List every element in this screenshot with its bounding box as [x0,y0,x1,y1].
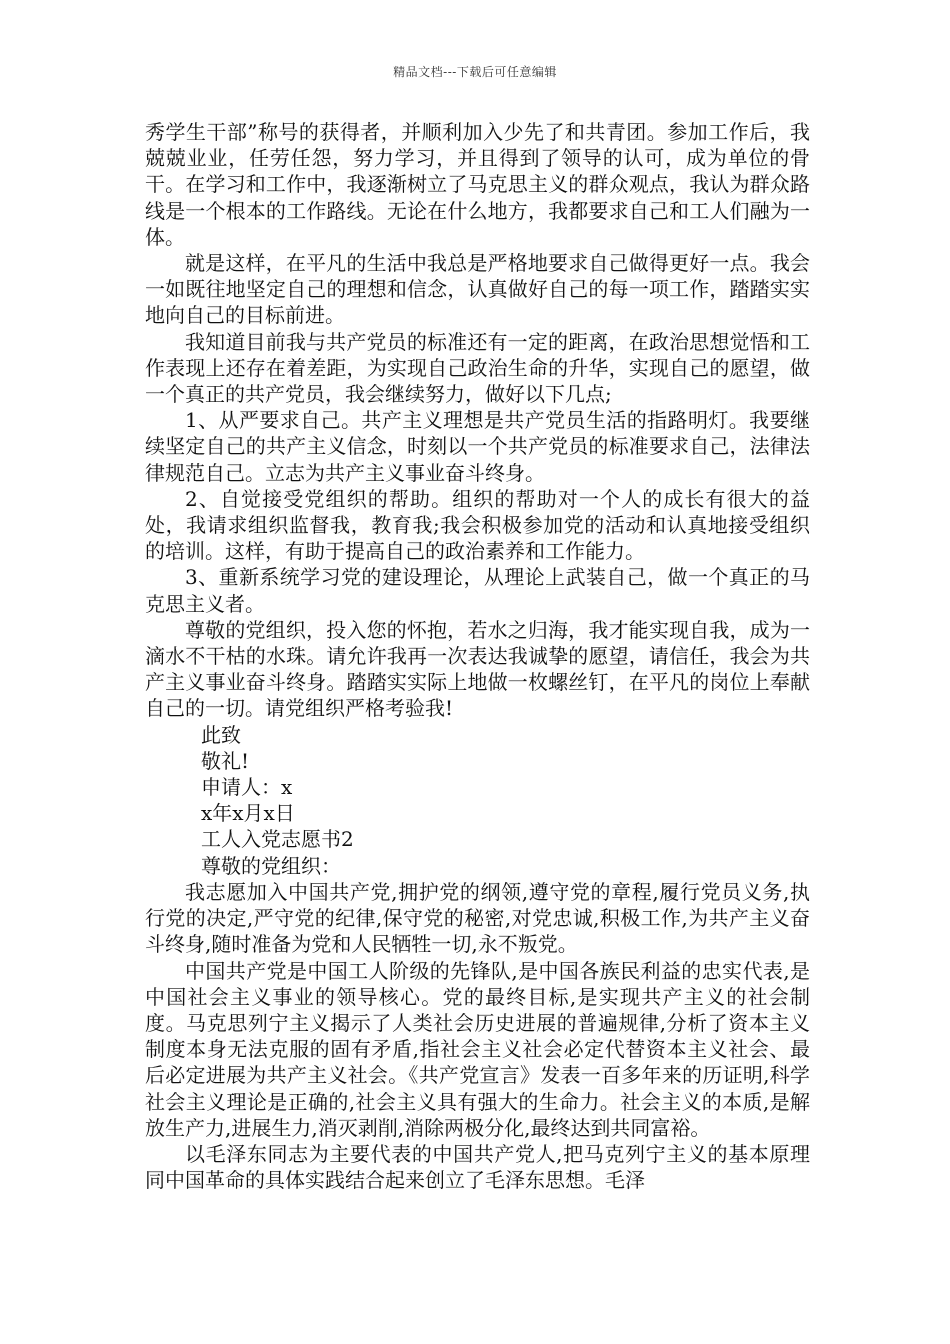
paragraph-7: 尊敬的党组织，投入您的怀抱，若水之归海，我才能实现自我，成为一滴水不干枯的水珠。请允许我再一次表达我诚挚的愿望，请信任，我会为共产主义事业奋斗终身。踏踏实实际上地做一枚螺丝钉，在平凡的岗位上奉献自己的一切。请党组织严格考验我! [145,617,810,721]
paragraph-6: 3、重新系统学习党的建设理论，从理论上武装自己，做一个真正的马克思主义者。 [145,565,810,616]
paragraph-1: 秀学生干部”称号的获得者，并顺利加入少先了和共青团。参加工作后，我兢兢业业，任劳任怨，努力学习，并且得到了领导的认可，成为单位的骨干。在学习和工作中，我逐渐树立了马克思主义的群众观点，我认为群众路线是一个根本的工作路线。无论在什么地方，我都要求自己和工人们融为一体。 [145,120,810,249]
date-line: x年x月x日 [201,801,295,826]
section-title: 工人入党志愿书2 [201,827,354,852]
paragraph-2: 就是这样，在平凡的生活中我总是严格地要求自己做得更好一点。我会一如既往地坚定自己的理想和信念，认真做好自己的每一项工作，踏踏实实地向自己的目标前进。 [145,251,810,328]
closing-line-2: 敬礼! [201,748,250,773]
paragraph-3: 我知道目前我与共产党员的标准还有一定的距离，在政治思想觉悟和工作表现上还存在着差距，为实现自己政治生命的升华，实现自己的愿望，做一个真正的共产党员，我会继续努力，做好以下几点; [145,329,810,407]
paragraph-8: 我志愿加入中国共产党,拥护党的纲领,遵守党的章程,履行党员义务,执行党的决定,严守党的纪律,保守党的秘密,对党忠诚,积极工作,为共产主义奋斗终身,随时准备为党和人民牺牲一切,永不叛党。 [145,879,810,957]
page-header: 精品文档---下载后可任意编辑 [393,65,557,79]
paragraph-9: 中国共产党是中国工人阶级的先锋队,是中国各族民利益的忠实代表,是中国社会主义事业的领导核心。党的最终目标,是实现共产主义的社会制度。马克思列宁主义揭示了人类社会历史进展的普遍规律,分析了资本主义制度本身无法克服的固有矛盾,指社会主义社会必定代替资本主义社会、最后必定进展为共产主义社会。《共产党宣言》发表一百多年来的历证明,科学社会主义理论是正确的,社会主义具有强大的生命力。社会主义的本质,是解放生产力,进展生力,消灭剥削,消除两极分化,最终达到共同富裕。 [145,958,810,1140]
paragraph-10: 以毛泽东同志为主要代表的中国共产党人,把马克列宁主义的基本原理同中国革命的具体实践结合起来创立了毛泽东思想。毛泽 [145,1141,810,1193]
document-body [145,119,810,1193]
paragraph-4: 1、从严要求自己。共产主义理想是共产党员生活的指路明灯。我要继续坚定自己的共产主义信念，时刻以一个共产党员的标准要求自己，法律法律规范自己。立志为共产主义事业奋斗终身。 [145,408,810,485]
greeting-line: 尊敬的党组织： [201,853,341,878]
paragraph-5: 2、自觉接受党组织的帮助。组织的帮助对一个人的成长有很大的益处，我请求组织监督我，教育我;我会积极参加党的活动和认真地接受组织的培训。这样，有助于提高自己的政治素养和工作能力。 [145,486,810,564]
applicant-line: 申请人：x [201,775,293,800]
closing-line-1: 此致 [201,722,241,747]
